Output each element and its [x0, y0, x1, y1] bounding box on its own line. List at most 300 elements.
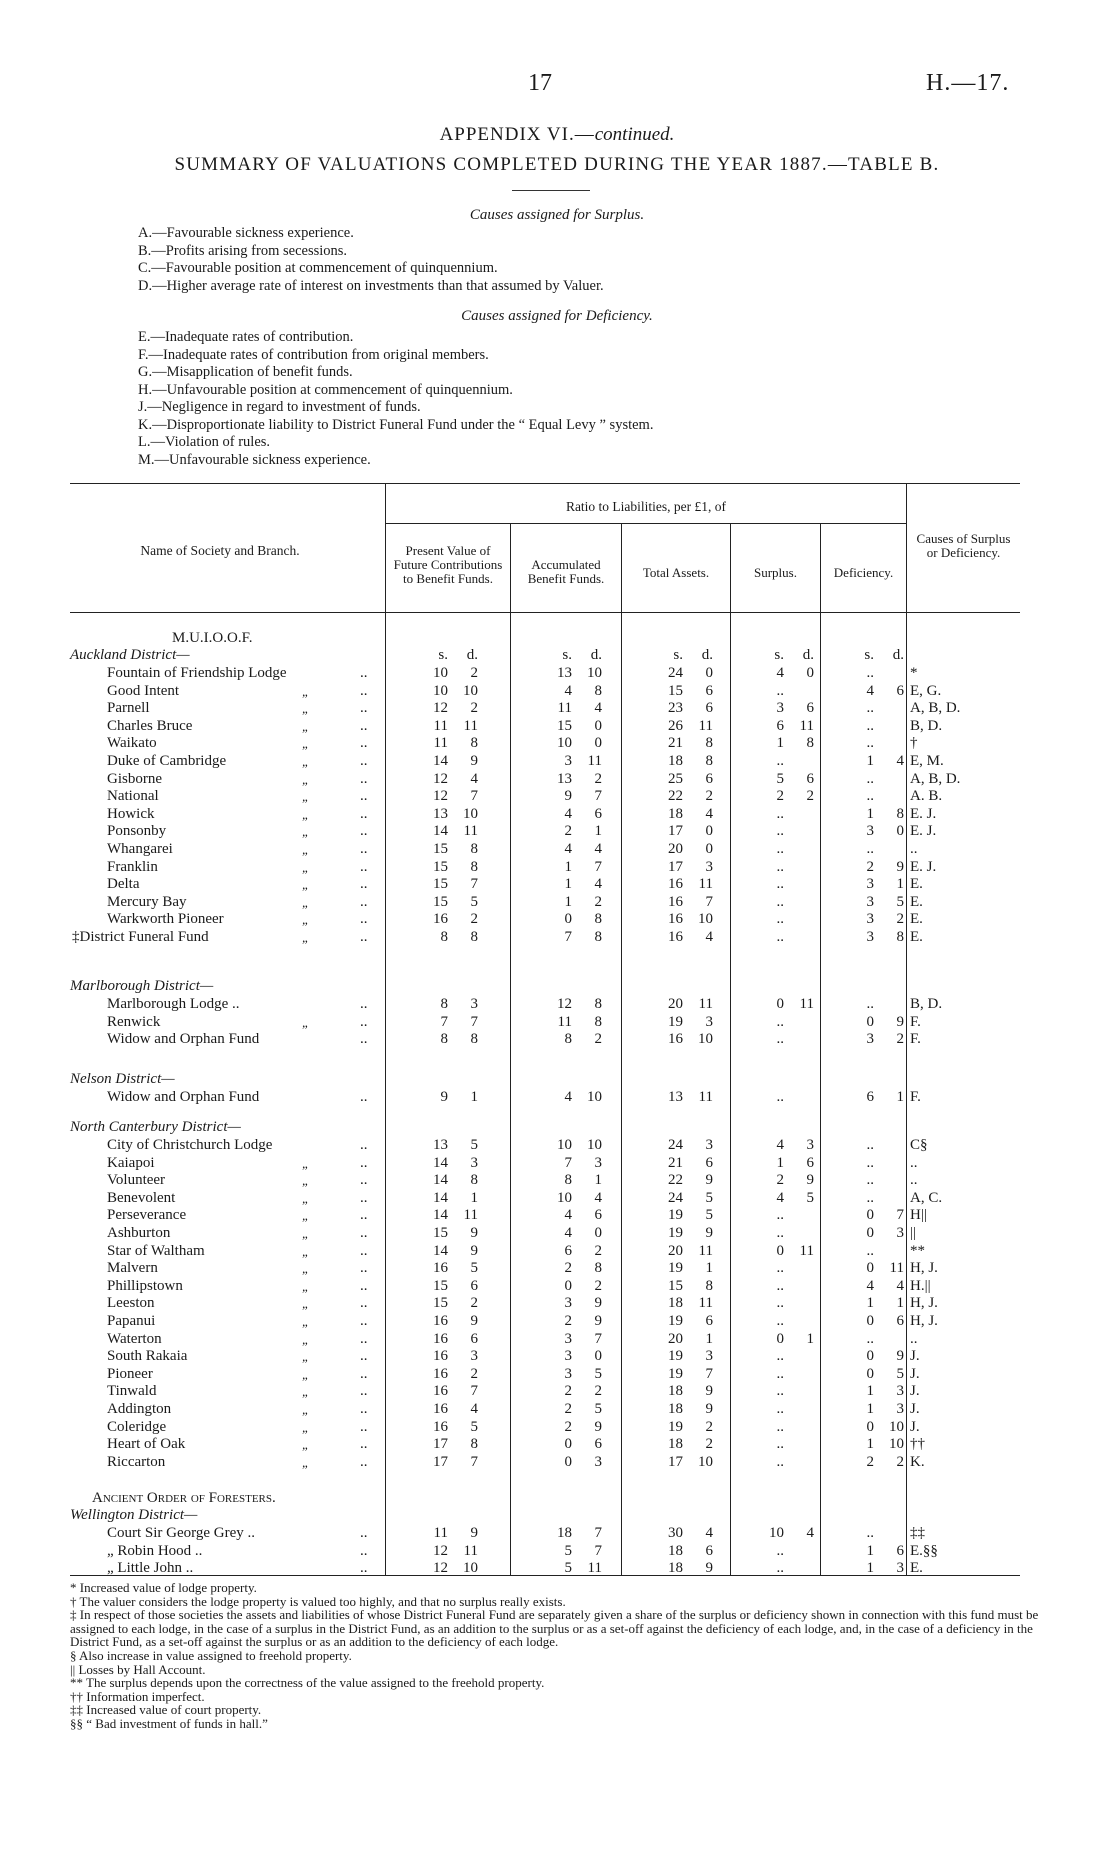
- shillings: ..: [776, 911, 784, 928]
- leader-dots: ..: [360, 1560, 368, 1577]
- pence: 9: [594, 1313, 602, 1329]
- deficiency: [842, 1014, 904, 1032]
- accumulated-funds: [540, 718, 602, 736]
- accumulated-funds: [540, 806, 602, 824]
- shillings: ..: [776, 1401, 784, 1417]
- total-assets: [651, 1172, 713, 1190]
- shillings: 19: [668, 1365, 683, 1382]
- pence: [784, 823, 814, 841]
- total-assets: [651, 1031, 713, 1049]
- footnote: ** The surplus depends upon the correctness of the value assigned to the freehold property.: [70, 1675, 545, 1691]
- pence: [784, 1543, 814, 1561]
- pence: 8: [470, 735, 478, 752]
- branch-name: Howick: [107, 805, 155, 822]
- surplus: [752, 1155, 814, 1173]
- pence: 9: [705, 1560, 713, 1577]
- shillings: s.: [864, 647, 874, 663]
- shillings: 0: [564, 1453, 572, 1470]
- branch-name: Tinwald: [107, 1383, 157, 1400]
- accumulated-funds: [540, 700, 602, 718]
- branch-name: Waikato: [107, 735, 157, 752]
- pence: 6: [705, 700, 713, 717]
- total-assets: [651, 1560, 713, 1578]
- branch-name: Star of Waltham: [107, 1242, 205, 1259]
- pence: 3: [896, 1225, 904, 1241]
- surplus: [752, 753, 814, 771]
- pence: 10: [698, 1031, 713, 1048]
- shillings: 4: [866, 1277, 874, 1294]
- pence: 0: [594, 1225, 602, 1241]
- shillings: 16: [433, 911, 448, 928]
- cause-item: J.—Negligence in regard to investment of funds.: [138, 399, 421, 415]
- surplus: [752, 1401, 814, 1419]
- cause-codes: ‡‡: [910, 1525, 925, 1541]
- header-ratio: Ratio to Liabilities, per £1, of: [565, 499, 727, 514]
- future-contributions: [416, 1525, 478, 1543]
- shillings: s.: [774, 647, 784, 663]
- shillings: 12: [433, 788, 448, 805]
- shillings: 0: [866, 1348, 874, 1365]
- deficiency: [842, 1401, 904, 1419]
- shillings: 2: [866, 1453, 874, 1470]
- pence: [874, 665, 904, 683]
- header-bottom-rule: [70, 612, 1020, 613]
- pence: [784, 1225, 814, 1243]
- shillings: 10: [433, 665, 448, 681]
- pence: 9: [896, 1348, 904, 1365]
- pence: 6: [594, 1436, 602, 1453]
- future-contributions: [416, 876, 478, 894]
- shillings: ..: [776, 1436, 784, 1453]
- shillings: 10: [557, 1189, 572, 1206]
- cause-codes: ..: [910, 841, 918, 857]
- cause-codes: E.: [910, 876, 923, 893]
- shillings: 5: [564, 1560, 572, 1577]
- deficiency: [842, 1331, 904, 1349]
- surplus: [752, 1278, 814, 1296]
- shillings: ..: [866, 1154, 874, 1171]
- shillings: ..: [866, 770, 874, 787]
- shillings: 1: [866, 805, 874, 822]
- shillings: 18: [668, 805, 683, 822]
- shillings: 6: [866, 1089, 874, 1105]
- shillings: 2: [564, 1383, 572, 1400]
- branch-name: Good Intent: [107, 682, 180, 699]
- shillings: 8: [564, 1031, 572, 1048]
- shillings: 19: [668, 1348, 683, 1365]
- total-assets: [651, 771, 713, 789]
- district-title: Nelson District—: [70, 1071, 175, 1087]
- surplus: [752, 841, 814, 859]
- pence: 6: [896, 1313, 904, 1329]
- sd-header: [842, 647, 904, 665]
- pence: 8: [470, 858, 478, 875]
- shillings: 3: [564, 1348, 572, 1365]
- shillings: 22: [668, 788, 683, 805]
- future-contributions: [416, 894, 478, 912]
- pence: 2: [594, 1031, 602, 1048]
- pence: 9: [594, 1418, 602, 1435]
- cause-codes: E. J.: [910, 805, 937, 822]
- total-assets: [651, 911, 713, 929]
- shillings: s.: [438, 647, 448, 663]
- leader-dots: ..: [360, 1225, 368, 1241]
- branch-name: Pioneer: [107, 1365, 153, 1382]
- shillings: 1: [866, 1401, 874, 1417]
- ditto-mark: „: [302, 1314, 310, 1329]
- shillings: 20: [668, 841, 683, 857]
- pence: [784, 806, 814, 824]
- pence: 1: [470, 1089, 478, 1105]
- deficiency: [842, 859, 904, 877]
- cause-codes: *: [910, 665, 918, 681]
- branch-name: Warkworth Pioneer: [107, 911, 224, 928]
- ditto-mark: „: [302, 701, 310, 717]
- total-assets: [651, 718, 713, 736]
- deficiency: [842, 1172, 904, 1190]
- pence: 4: [594, 876, 602, 893]
- pence: 6: [806, 1154, 814, 1171]
- deficiency: [842, 771, 904, 789]
- cause-codes: E.: [910, 929, 923, 945]
- pence: 10: [587, 1137, 602, 1153]
- shillings: 6: [564, 1242, 572, 1259]
- shillings: 5: [776, 770, 784, 787]
- pence: 11: [698, 876, 713, 893]
- shillings: ..: [776, 1542, 784, 1559]
- total-assets: [651, 1190, 713, 1208]
- pence: 5: [470, 1137, 478, 1153]
- future-contributions: [416, 841, 478, 859]
- shillings: 1: [866, 1295, 874, 1312]
- ditto-mark: „: [302, 1454, 310, 1470]
- leader-dots: ..: [360, 1242, 368, 1259]
- deficiency-heading: Causes assigned for Deficiency.: [461, 308, 653, 324]
- shillings: 18: [668, 1383, 683, 1400]
- accumulated-funds: [540, 735, 602, 753]
- shillings: 14: [433, 1207, 448, 1224]
- pence: 3: [470, 996, 478, 1012]
- cause-item: G.—Misapplication of benefit funds.: [138, 364, 353, 380]
- pence: [874, 1155, 904, 1173]
- pence: 8: [470, 841, 478, 857]
- shillings: 18: [668, 1542, 683, 1559]
- pence: [784, 683, 814, 701]
- pence: 10: [889, 1418, 904, 1435]
- pence: 8: [705, 753, 713, 769]
- accumulated-funds: [540, 1207, 602, 1225]
- future-contributions: [416, 1278, 478, 1296]
- branch-name: Benevolent: [107, 1189, 176, 1206]
- surplus: [752, 1419, 814, 1437]
- shillings: 3: [866, 893, 874, 910]
- pence: 9: [594, 1295, 602, 1312]
- shillings: ..: [776, 1295, 784, 1312]
- cause-codes: E.§§: [910, 1542, 938, 1559]
- ditto-mark: „: [302, 824, 310, 840]
- shillings: 14: [433, 1172, 448, 1189]
- pence: 6: [896, 682, 904, 699]
- shillings: 3: [866, 823, 874, 840]
- shillings: 16: [433, 1401, 448, 1417]
- deficiency: [842, 1560, 904, 1578]
- pence: 2: [470, 1295, 478, 1312]
- shillings: 1: [866, 1542, 874, 1559]
- shillings: 10: [557, 1137, 572, 1153]
- shillings: 0: [564, 911, 572, 928]
- pence: [784, 1295, 814, 1313]
- shillings: 21: [668, 1154, 683, 1171]
- shillings: 4: [564, 805, 572, 822]
- surplus: [752, 1543, 814, 1561]
- shillings: 26: [668, 717, 683, 734]
- pence: 6: [806, 700, 814, 717]
- deficiency: [842, 735, 904, 753]
- leader-dots: ..: [360, 1401, 368, 1417]
- shillings: ..: [776, 1225, 784, 1241]
- deficiency: [842, 876, 904, 894]
- cause-codes: E, G.: [910, 682, 942, 699]
- cause-codes: A. B.: [910, 788, 943, 805]
- future-contributions: [416, 1190, 478, 1208]
- pence: 5: [806, 1189, 814, 1206]
- leader-dots: ..: [360, 841, 368, 857]
- pence: 5: [470, 893, 478, 910]
- pence: 11: [463, 1542, 478, 1559]
- cause-codes: A, B, D.: [910, 700, 961, 717]
- future-contributions: [416, 700, 478, 718]
- accumulated-funds: [540, 1260, 602, 1278]
- pence: 6: [705, 770, 713, 787]
- pence: 1: [896, 876, 904, 893]
- leader-dots: ..: [360, 717, 368, 734]
- branch-name: Ponsonby: [107, 823, 167, 840]
- future-contributions: [416, 996, 478, 1014]
- ditto-mark: „: [302, 1278, 310, 1294]
- society-title: M.U.I.O.O.F.: [172, 630, 253, 646]
- footnotes: [70, 1581, 1040, 1731]
- ditto-mark: „: [302, 1155, 310, 1171]
- pence: 1: [705, 1260, 713, 1277]
- total-assets: [651, 788, 713, 806]
- pence: 3: [896, 1401, 904, 1417]
- pence: 5: [705, 1189, 713, 1206]
- accumulated-funds: [540, 1331, 602, 1349]
- future-contributions: [416, 1331, 478, 1349]
- pence: 1: [896, 1089, 904, 1105]
- pence: 8: [594, 1013, 602, 1030]
- pence: 0: [705, 665, 713, 681]
- pence: 8: [594, 1260, 602, 1277]
- pence: d.: [466, 647, 478, 663]
- shillings: 8: [440, 1031, 448, 1048]
- pence: [784, 1401, 814, 1419]
- pence: 10: [698, 911, 713, 928]
- shillings: 13: [433, 805, 448, 822]
- future-contributions: [416, 1419, 478, 1437]
- pence: [874, 718, 904, 736]
- ditto-mark: „: [302, 1173, 310, 1189]
- future-contributions: [416, 1155, 478, 1173]
- surplus: [752, 1031, 814, 1049]
- shillings: 10: [557, 735, 572, 752]
- shillings: 13: [433, 1137, 448, 1153]
- shillings: 19: [668, 1418, 683, 1435]
- branch-name: South Rakaia: [107, 1348, 188, 1365]
- shillings: 2: [776, 1172, 784, 1189]
- pence: [874, 771, 904, 789]
- col-divider-5: [820, 523, 821, 1575]
- shillings: 6: [776, 717, 784, 734]
- pence: [874, 700, 904, 718]
- total-assets: [651, 700, 713, 718]
- shillings: 16: [433, 1330, 448, 1347]
- leader-dots: ..: [360, 876, 368, 893]
- deficiency: [842, 1313, 904, 1331]
- leader-dots: ..: [360, 1365, 368, 1382]
- total-assets: [651, 753, 713, 771]
- shillings: 15: [433, 893, 448, 910]
- pence: 2: [594, 893, 602, 910]
- total-assets: [651, 859, 713, 877]
- shillings: ..: [776, 1277, 784, 1294]
- future-contributions: [416, 788, 478, 806]
- pence: 0: [806, 665, 814, 681]
- surplus: [752, 876, 814, 894]
- deficiency: [842, 806, 904, 824]
- pence: 8: [896, 929, 904, 945]
- branch-name: Heart of Oak: [107, 1436, 186, 1453]
- pence: 6: [594, 1207, 602, 1224]
- leader-dots: ..: [360, 1172, 368, 1189]
- shillings: 19: [668, 1225, 683, 1241]
- pence: 8: [806, 735, 814, 752]
- deficiency: [842, 1137, 904, 1155]
- pence: [784, 1560, 814, 1578]
- deficiency: [842, 753, 904, 771]
- cause-codes: J.: [910, 1418, 920, 1435]
- branch-name: Charles Bruce: [107, 717, 193, 734]
- surplus: [752, 1137, 814, 1155]
- shillings: 18: [668, 753, 683, 769]
- pence: 4: [806, 1525, 814, 1541]
- shillings: ..: [866, 700, 874, 717]
- shillings: 0: [866, 1207, 874, 1224]
- future-contributions: [416, 1543, 478, 1561]
- pence: 9: [705, 1172, 713, 1189]
- leader-dots: ..: [360, 788, 368, 805]
- cause-item: D.—Higher average rate of interest on investments than that assumed by Valuer.: [138, 277, 604, 294]
- shillings: 0: [866, 1313, 874, 1329]
- cause-codes: A, B, D.: [910, 770, 961, 787]
- branch-name: ‡District Funeral Fund: [72, 929, 209, 945]
- cause-codes: J.: [910, 1383, 920, 1400]
- footnote: ‡ In respect of those societies the assets and liabilities of whose District Funeral Fund are separately given a share of the surplus or deficiency shown in connection with this fund must be assigned to each lodge, in the case of a surplus in the District Fund, as an addition to the surplus or as a set-off against the deficiency of each lodge, and, in the case of a deficiency in the District Fund, as a set-off against the surplus or as an addition to the deficiency of each lodge.: [70, 1607, 1039, 1650]
- footnote: ‡‡ Increased value of court property.: [70, 1702, 262, 1718]
- future-contributions: [416, 1348, 478, 1366]
- pence: [874, 996, 904, 1014]
- pence: 1: [705, 1330, 713, 1347]
- shillings: ..: [866, 841, 874, 857]
- pence: 10: [698, 1453, 713, 1470]
- total-assets: [651, 1295, 713, 1313]
- pence: [874, 1331, 904, 1349]
- pence: 8: [594, 911, 602, 928]
- header-col5: Deficiency.: [833, 565, 894, 580]
- pence: 8: [470, 1031, 478, 1048]
- shillings: 16: [433, 1348, 448, 1365]
- col-divider-6: [906, 483, 907, 1575]
- accumulated-funds: [540, 996, 602, 1014]
- pence: 7: [470, 1453, 478, 1470]
- cause-item: K.—Disproportionate liability to District Funeral Fund under the “ Equal Levy ” system.: [138, 416, 654, 433]
- surplus: [752, 1295, 814, 1313]
- header-col4: Surplus.: [754, 565, 797, 580]
- shillings: 18: [668, 1436, 683, 1453]
- future-contributions: [416, 1560, 478, 1578]
- shillings: 1: [564, 858, 572, 875]
- shillings: 15: [668, 682, 683, 699]
- cause-codes: **: [910, 1242, 925, 1259]
- pence: 2: [594, 1277, 602, 1294]
- pence: 2: [896, 911, 904, 928]
- pence: [784, 841, 814, 859]
- total-assets: [651, 1207, 713, 1225]
- accumulated-funds: [540, 771, 602, 789]
- header-col1: Present Value of Future Contributions to Benefit Funds.: [393, 543, 503, 586]
- branch-name: Leeston: [107, 1295, 155, 1312]
- pence: d.: [802, 647, 814, 663]
- pence: 4: [705, 805, 713, 822]
- document-reference: H.—17.: [926, 70, 1010, 96]
- surplus: [752, 1243, 814, 1261]
- shillings: 4: [776, 1189, 784, 1206]
- shillings: 4: [564, 1207, 572, 1224]
- accumulated-funds: [540, 1383, 602, 1401]
- shillings: ..: [776, 1313, 784, 1329]
- shillings: ..: [866, 717, 874, 734]
- shillings: ..: [776, 1207, 784, 1224]
- future-contributions: [416, 1383, 478, 1401]
- accumulated-funds: [540, 1313, 602, 1331]
- ditto-mark: „: [302, 718, 310, 734]
- deficiency: [842, 1436, 904, 1454]
- surplus: [752, 1454, 814, 1472]
- cause-codes: K.: [910, 1453, 925, 1470]
- total-assets: [651, 1525, 713, 1543]
- shillings: 11: [433, 1525, 448, 1541]
- pence: 2: [594, 770, 602, 787]
- surplus: [752, 1260, 814, 1278]
- shillings: 11: [433, 735, 448, 752]
- shillings: 13: [557, 665, 572, 681]
- leader-dots: ..: [360, 1260, 368, 1277]
- surplus: [752, 1560, 814, 1578]
- branch-name: Renwick: [107, 1013, 161, 1030]
- col-divider-1: [385, 483, 386, 1575]
- shillings: 12: [557, 996, 572, 1012]
- shillings: ..: [776, 682, 784, 699]
- shillings: ..: [776, 823, 784, 840]
- deficiency: [842, 894, 904, 912]
- branch-name: Malvern: [107, 1260, 158, 1277]
- pence: 8: [594, 996, 602, 1012]
- shillings: ..: [776, 1365, 784, 1382]
- shillings: 24: [668, 1189, 683, 1206]
- cause-codes: C§: [910, 1137, 928, 1153]
- shillings: 15: [433, 1277, 448, 1294]
- pence: [784, 1089, 814, 1107]
